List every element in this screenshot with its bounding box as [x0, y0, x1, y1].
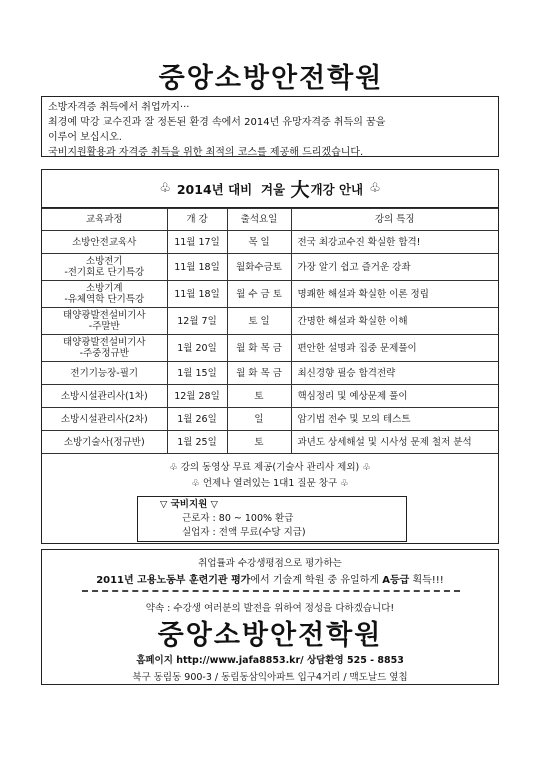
footer-line2	[42, 571, 498, 586]
table-row	[42, 231, 498, 254]
support-box	[137, 496, 407, 542]
footer-school-name: 중앙소방안전학원	[157, 620, 383, 651]
column-header: 교육과정	[42, 209, 167, 231]
promise-line: 약속 : 수강생 여러분의 발전을 위하여 정성을 다하겠습니다!	[145, 603, 395, 614]
announcement-prefix: 2014년 대비	[176, 181, 253, 197]
feature-cell: 전국 최강교수진 확실한 합격!	[291, 231, 498, 254]
start-cell: 12월 28일	[167, 385, 227, 408]
table-header-row	[42, 209, 498, 231]
contact-line: 홈페이지 http://www.jafa8853.kr/ 상담환영 525 - 8853	[136, 655, 404, 666]
feature-cell: 암기법 전수 및 모의 테스트	[291, 408, 498, 431]
feature-cell: 핵심정리 및 예상문제 풀이	[291, 385, 498, 408]
announcement-season: 겨울	[260, 181, 286, 197]
start-cell: 11월 18일	[167, 281, 227, 308]
table-row	[42, 308, 498, 335]
start-cell: 1월 20일	[167, 335, 227, 362]
notes-block	[42, 459, 498, 493]
clover-icon: ♧	[369, 181, 381, 196]
dashed-divider	[82, 590, 460, 592]
column-header: 강의 특징	[291, 209, 498, 231]
days-cell: 토	[227, 431, 291, 454]
footer-box	[41, 549, 499, 685]
footer-text: 획득!!!	[409, 575, 444, 586]
table-row	[42, 431, 498, 454]
feature-cell: 최신경향 필승 합격전략	[291, 362, 498, 385]
feature-cell: 간명한 해설과 확실한 이해	[291, 308, 498, 335]
support-line: 실업자 : 전액 무료(수당 지급)	[182, 527, 306, 538]
note-line: ♧ 언제나 열려있는 1대1 질문 창구 ♧	[191, 478, 349, 489]
note-line: ♧ 강의 동영상 무료 제공(기술사 관리사 제외) ♧	[169, 462, 371, 473]
feature-cell: 편안한 설명과 집중 문제풀이	[291, 335, 498, 362]
schedule-frame	[41, 169, 499, 544]
start-cell: 1월 25일	[167, 431, 227, 454]
days-cell: 월화수금토	[227, 254, 291, 281]
footer-text: 에서 기술계 학원 중 유일하게	[250, 575, 383, 586]
course-cell: 태양광발전설비기사 -주중정규반	[42, 335, 167, 362]
feature-cell: 명쾌한 해설과 확실한 이론 정립	[291, 281, 498, 308]
start-cell: 12월 7일	[167, 308, 227, 335]
start-cell: 11월 17일	[167, 231, 227, 254]
feature-cell: 가장 알기 쉽고 즐거운 강좌	[291, 254, 498, 281]
course-cell: 소방안전교육사	[42, 231, 167, 254]
start-cell: 1월 26일	[167, 408, 227, 431]
days-cell: 토	[227, 385, 291, 408]
course-cell: 소방시설관리사(2차)	[42, 408, 167, 431]
intro-line: 이루어 보십시오.	[48, 132, 122, 143]
announcement-heading	[42, 170, 498, 208]
column-header: 출석요일	[227, 209, 291, 231]
days-cell: 월 화 목 금	[227, 335, 291, 362]
column-header: 개 강	[167, 209, 227, 231]
schedule-table	[42, 208, 498, 454]
days-cell: 일	[227, 408, 291, 431]
course-cell: 소방시설관리사(1차)	[42, 385, 167, 408]
days-cell: 토 일	[227, 308, 291, 335]
page-title: 중앙소방안전학원	[158, 63, 384, 94]
intro-line: 최경예 막강 교수진과 잘 정돈된 환경 속에서 2014년 유망자격증 취득의 꿈을	[48, 117, 386, 128]
days-cell: 목 일	[227, 231, 291, 254]
announcement-big-char: 大	[290, 179, 310, 201]
footer-line1: 취업률과 수강생평점으로 평가하는	[198, 558, 342, 569]
intro-box	[41, 96, 499, 157]
days-cell: 월 수 금 토	[227, 281, 291, 308]
support-line: 근로자 : 80 ~ 100% 환급	[182, 513, 294, 524]
intro-line: 국비지원활용과 자격증 취득을 위한 최적의 코스를 제공해 드리겠습니다.	[48, 147, 364, 158]
table-row	[42, 385, 498, 408]
table-row	[42, 335, 498, 362]
table-row	[42, 254, 498, 281]
feature-cell: 과년도 상세해설 및 시사성 문제 철저 분석	[291, 431, 498, 454]
clover-icon: ♧	[159, 181, 171, 196]
announcement-suffix: 개강 안내	[310, 181, 364, 197]
course-cell: 태양광발전설비기사 -주말반	[42, 308, 167, 335]
footer-highlight: A등급	[382, 575, 410, 586]
days-cell: 월 화 목 금	[227, 362, 291, 385]
course-cell: 전기기능장-필기	[42, 362, 167, 385]
table-row	[42, 408, 498, 431]
footer-highlight: 2011년 고용노동부 훈련기관 평가	[96, 575, 251, 586]
intro-line: 소방자격증 취득에서 취업까지···	[48, 102, 190, 113]
start-cell: 1월 15일	[167, 362, 227, 385]
table-row	[42, 281, 498, 308]
course-cell: 소방기계 -유체역학 단기특강	[42, 281, 167, 308]
support-title: ▽ 국비지원 ▽	[160, 499, 218, 510]
table-row	[42, 362, 498, 385]
address-line: 북구 동림동 900-3 / 동림동삼익아파트 입구4거리 / 맥도날드 옆칩	[132, 672, 408, 683]
course-cell: 소방전기 -전기회로 단기특강	[42, 254, 167, 281]
course-cell: 소방기술사(정규반)	[42, 431, 167, 454]
start-cell: 11월 18일	[167, 254, 227, 281]
